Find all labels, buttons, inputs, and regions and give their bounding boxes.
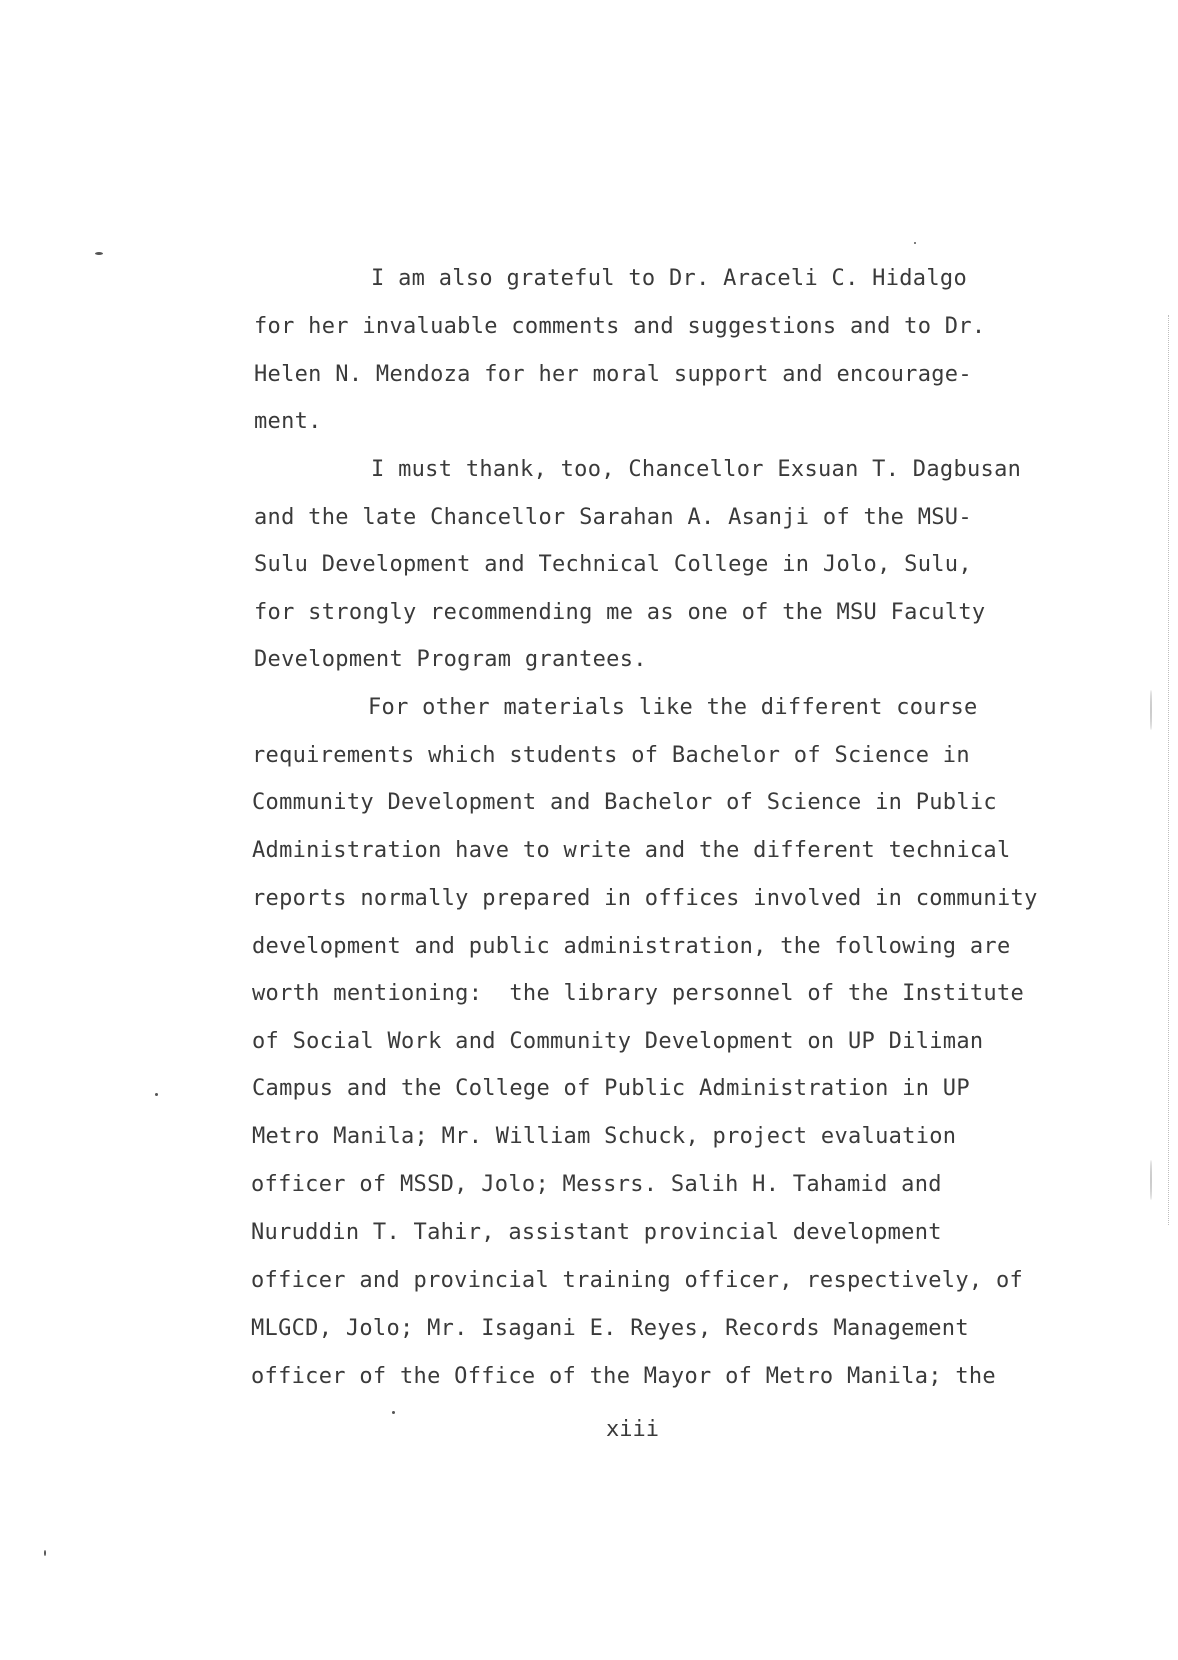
page-number: xiii <box>606 1417 659 1442</box>
scan-edge-rule <box>1168 315 1170 1225</box>
text-line-24: officer of the Office of the Mayor of Metro Manila; the <box>251 1364 996 1389</box>
scan-speck <box>392 1411 395 1414</box>
text-line-19: Metro Manila; Mr. William Schuck, project evaluation <box>252 1124 957 1149</box>
text-line-20: officer of MSSD, Jolo; Messrs. Salih H. Tahamid and <box>251 1172 942 1197</box>
text-line-21: Nuruddin T. Tahir, assistant provincial development <box>251 1220 942 1245</box>
text-line-12: Community Development and Bachelor of Science in Public <box>252 790 997 815</box>
text-line-14: reports normally prepared in offices involved in community <box>252 886 1038 911</box>
text-line-7: Sulu Development and Technical College in Jolo, Sulu, <box>254 552 972 577</box>
text-line-9: Development Program grantees. <box>254 647 647 672</box>
text-line-10: For other materials like the different course <box>368 695 978 720</box>
scan-speck <box>44 1550 46 1556</box>
text-line-18: Campus and the College of Public Administration in UP <box>252 1076 970 1101</box>
text-line-16: worth mentioning: the library personnel of the Institute <box>252 981 1025 1006</box>
text-line-8: for strongly recommending me as one of the MSU Faculty <box>254 600 986 625</box>
text-line-3: Helen N. Mendoza for her moral support and encourage- <box>254 362 972 387</box>
scan-speck <box>95 252 103 255</box>
text-line-13: Administration have to write and the different technical <box>252 838 1011 863</box>
scan-speck <box>1150 690 1152 730</box>
text-line-23: MLGCD, Jolo; Mr. Isagani E. Reyes, Records Management <box>251 1316 969 1341</box>
text-line-15: development and public administration, the following are <box>252 934 1011 959</box>
text-line-5: I must thank, too, Chancellor Exsuan T. Dagbusan <box>371 457 1022 482</box>
text-line-22: officer and provincial training officer, respectively, of <box>251 1268 1024 1293</box>
text-line-2: for her invaluable comments and suggestions and to Dr. <box>254 314 986 339</box>
text-line-17: of Social Work and Community Development on UP Diliman <box>252 1029 984 1054</box>
scan-speck <box>155 1093 158 1096</box>
text-line-11: requirements which students of Bachelor of Science in <box>252 743 970 768</box>
text-line-1: I am also grateful to Dr. Araceli C. Hidalgo <box>371 266 967 291</box>
scan-speck <box>914 242 916 244</box>
text-line-6: and the late Chancellor Sarahan A. Asanji of the MSU- <box>254 505 972 530</box>
scan-speck <box>1150 1160 1152 1200</box>
text-line-4: ment. <box>254 409 322 434</box>
